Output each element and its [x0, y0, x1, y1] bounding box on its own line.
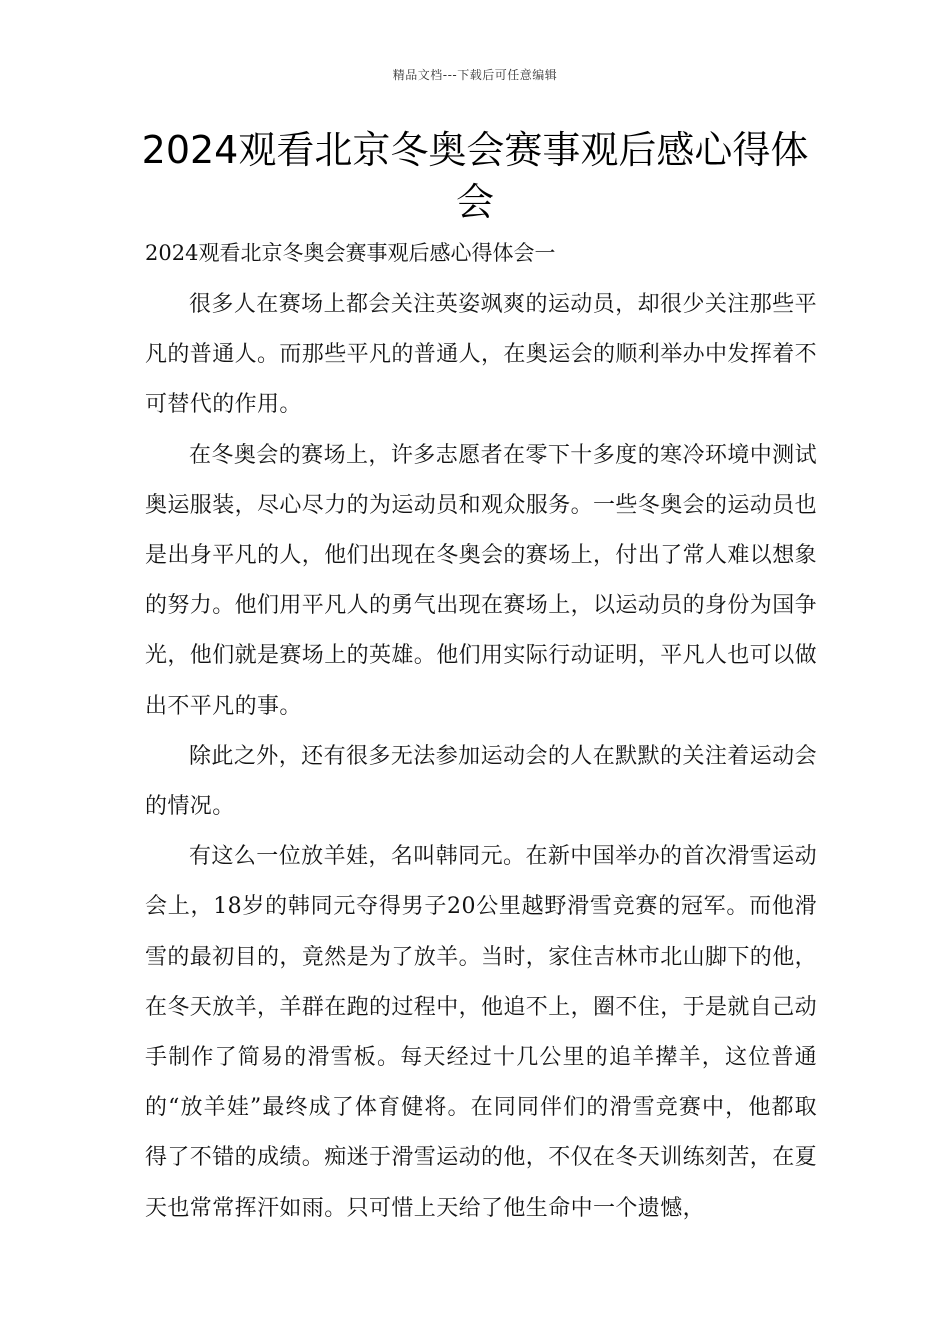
document-title: 2024观看北京冬奥会赛事观后感心得体会 — [141, 128, 809, 224]
paragraph-3: 除此之外，还有很多无法参加运动会的人在默默的关注着运动会的情况。 — [145, 743, 817, 820]
paragraph-1: 很多人在赛场上都会关注英姿飒爽的运动员，却很少关注那些平凡的普通人。而那些平凡的普通人，在奥运会的顺利举办中发挥着不可替代的作用。 — [145, 292, 818, 418]
paragraph-4: 有这么一位放羊娃，名叫韩同元。在新中国举办的首次滑雪运动会上，18岁的韩同元夺得男子20公里越野滑雪竞赛的冠军。而他滑雪的最初目的，竟然是为了放羊。当时，家住吉林市北山脚下的他，在冬天放羊，羊群在跑的过程中，他追不上，圈不住，于是就自己动手制作了简易的滑雪板。每天经过十几公里的追羊撵羊，这位普通的“放羊娃”最终成了体育健将。在同同伴们的滑雪竞赛中，他都取得了不错的成绩。痴迷于滑雪运动的他，不仅在冬天训练刻苦，在夏天也常常挥汗如雨。只可惜上天给了他生命中一个遗憾， — [145, 844, 818, 1221]
header-watermark: 精品文档---下载后可任意编辑 — [392, 68, 558, 82]
paragraph-2: 在冬奥会的赛场上，许多志愿者在零下十多度的寒冷环境中测试奥运服装，尽心尽力的为运动员和观众服务。一些冬奥会的运动员也是出身平凡的人，他们出现在冬奥会的赛场上，付出了常人难以想象的努力。他们用平凡人的勇气出现在赛场上，以运动员的身份为国争光，他们就是赛场上的英雄。他们用实际行动证明，平凡人也可以做出不平凡的事。 — [145, 442, 818, 719]
section-subtitle: 2024观看北京冬奥会赛事观后感心得体会一 — [145, 241, 556, 265]
document-body — [145, 230, 817, 1234]
